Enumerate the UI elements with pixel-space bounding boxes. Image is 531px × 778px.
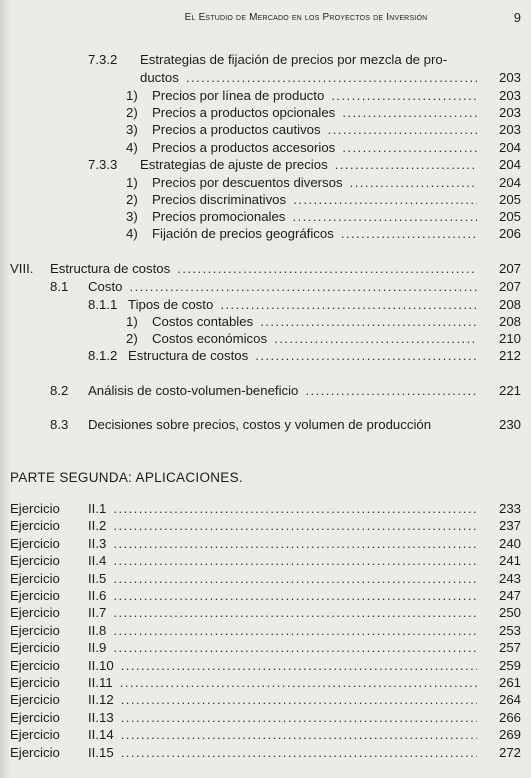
exercise-id: II.14: [88, 727, 114, 743]
exercise-entry: [10, 726, 521, 744]
toc-entry-number: 2): [126, 105, 138, 120]
toc-entry: [50, 416, 521, 434]
toc-entry-page: 221: [481, 382, 521, 400]
exercise-entry: [10, 622, 521, 640]
toc-entry-number: 8.2: [50, 383, 69, 398]
exercise-page: 257: [481, 639, 521, 657]
exercise-label: Ejercicio: [10, 501, 60, 516]
exercise-entry: [10, 604, 521, 622]
exercise-label: Ejercicio: [10, 675, 60, 690]
toc-entry-page: 203: [481, 69, 521, 87]
toc-entry-title: Estructura de costos: [50, 261, 171, 276]
toc-entry-title: Precios a productos cautivos: [152, 122, 321, 137]
toc-entry: [126, 191, 521, 209]
exercise-entry: [10, 691, 521, 709]
exercise-entry: [10, 744, 521, 762]
toc-entry-title: Precios discriminativos: [152, 192, 287, 207]
page-edge-shadow: [0, 0, 10, 778]
toc-entry-number: 1): [126, 88, 138, 103]
exercise-label: Ejercicio: [10, 553, 60, 569]
toc-entry-title: Precios por descuentos diversos: [152, 175, 343, 190]
toc-entry-title: Fijación de precios geográficos: [152, 226, 334, 241]
toc-entry: [88, 156, 521, 174]
toc-entry-title: Precios a productos accesorios: [152, 140, 336, 155]
toc-entry-page: 205: [481, 208, 521, 226]
exercise-entry: [10, 535, 521, 553]
exercise-id: II.8: [88, 622, 107, 638]
toc-entry-page: 203: [481, 87, 521, 105]
exercise-id: II.11: [88, 675, 113, 690]
toc-entry-title: Precios a productos opcionales: [152, 105, 336, 120]
exercise-entry: [10, 500, 521, 518]
toc-entry-page: 207: [481, 278, 521, 296]
toc-entry-title: Precios promocionales: [152, 209, 286, 224]
toc-entry-number: 8.1.2: [88, 348, 118, 363]
toc-entry-number: 7.3.3: [88, 157, 118, 172]
exercise-entry: [10, 657, 521, 675]
page-number: 9: [513, 10, 521, 25]
toc-entry: [50, 382, 521, 400]
exercise-entry: [10, 674, 521, 692]
toc-entry-page: 230: [481, 416, 521, 434]
toc-entry: [126, 121, 521, 139]
toc-entry-number: 1): [126, 175, 138, 190]
toc-entry: [126, 139, 521, 157]
exercise-label: Ejercicio: [10, 535, 60, 551]
toc-entry: [88, 51, 521, 69]
exercise-id: II.13: [88, 709, 114, 725]
toc-entry-page: 207: [481, 260, 521, 278]
exercise-page: 272: [481, 744, 521, 762]
toc-entry-title: Precios por línea de producto: [152, 88, 325, 103]
toc-entry-number: 8.1.1: [88, 297, 118, 312]
exercise-entry: [10, 570, 521, 588]
toc-entry-title: ductos: [140, 70, 179, 85]
toc-entry: [126, 225, 521, 243]
exercise-id: II.1: [88, 501, 107, 516]
toc-entry: [10, 260, 521, 278]
toc-entry: [88, 296, 521, 314]
exercise-id: II.9: [88, 640, 107, 656]
toc-entry-page: 212: [481, 347, 521, 365]
exercise-entry: [10, 517, 521, 535]
exercise-page: 240: [481, 535, 521, 553]
toc-entry-page: 203: [481, 104, 521, 122]
exercise-entry: [10, 639, 521, 657]
exercise-id: II.7: [88, 605, 107, 621]
toc-entry: [126, 208, 521, 226]
exercise-label: Ejercicio: [10, 657, 60, 673]
toc-entry-page: 205: [481, 191, 521, 209]
exercise-page: 241: [481, 552, 521, 570]
toc-entry: [126, 313, 521, 331]
exercise-label: Ejercicio: [10, 570, 60, 586]
exercise-page: 261: [481, 674, 521, 692]
toc-entry-number: 2): [126, 192, 138, 207]
exercise-label: Ejercicio: [10, 622, 60, 638]
running-header: El Estudio de Mercado en los Proyectos de Inversión: [184, 12, 428, 23]
toc-entry-number: VIII.: [10, 261, 34, 276]
toc-entry: [50, 278, 521, 296]
exercise-page: 259: [481, 657, 521, 675]
toc-entry: [126, 174, 521, 192]
toc-entry-number: 7.3.2: [88, 52, 118, 67]
toc-entry-number: 3): [126, 209, 138, 224]
toc-entry-page: 208: [481, 313, 521, 331]
exercise-page: 243: [481, 570, 521, 588]
toc-entry-title: Decisiones sobre precios, costos y volumen de producción: [88, 417, 432, 432]
exercise-page: 264: [481, 691, 521, 709]
exercise-id: II.6: [88, 588, 107, 603]
toc-entry-number: 8.3: [50, 417, 69, 432]
toc-entry-title: Estrategias de fijación de precios por mezcla de pro-: [140, 52, 448, 67]
exercise-label: Ejercicio: [10, 744, 60, 760]
toc-entry-title: Costos económicos: [152, 331, 268, 346]
toc-entry-title: Estructura de costos: [128, 348, 249, 363]
toc-entry-title: Costo: [88, 279, 123, 294]
toc-entry-page: 204: [481, 139, 521, 157]
toc-entry-page: 206: [481, 225, 521, 243]
exercise-label: Ejercicio: [10, 727, 60, 743]
toc-entry: [88, 69, 521, 87]
exercise-id: II.3: [88, 535, 107, 551]
toc-entry: [126, 330, 521, 348]
exercise-id: II.4: [88, 553, 107, 569]
exercise-page: 269: [481, 726, 521, 744]
toc-entry-page: 210: [481, 330, 521, 348]
exercise-page: 237: [481, 517, 521, 535]
exercise-id: II.15: [88, 744, 114, 760]
exercise-label: Ejercicio: [10, 709, 60, 725]
exercise-label: Ejercicio: [10, 692, 60, 708]
exercise-label: Ejercicio: [10, 588, 60, 603]
exercise-entry: [10, 587, 521, 605]
exercise-page: 233: [481, 500, 521, 518]
toc-entry-page: 208: [481, 296, 521, 314]
exercise-id: II.5: [88, 570, 107, 586]
toc-entry: [88, 347, 521, 365]
exercise-label: Ejercicio: [10, 518, 60, 534]
exercise-page: 247: [481, 587, 521, 605]
exercise-page: 250: [481, 604, 521, 622]
exercise-entry: [10, 552, 521, 570]
toc-entry-title: Análisis de costo-volumen-beneficio: [88, 383, 299, 398]
exercise-page: 253: [481, 622, 521, 640]
toc-entry-page: 203: [481, 121, 521, 139]
toc-entry-number: 3): [126, 122, 138, 137]
toc-entry: [126, 87, 521, 105]
toc-entry-number: 4): [126, 226, 138, 241]
toc-entry-number: 8.1: [50, 279, 69, 294]
exercise-id: II.2: [88, 518, 107, 534]
exercise-id: II.12: [88, 692, 114, 708]
toc-entry-page: 204: [481, 174, 521, 192]
toc-entry-title: Estrategias de ajuste de precios: [140, 157, 328, 172]
exercise-entry: [10, 709, 521, 727]
toc-entry-number: 2): [126, 331, 138, 346]
toc-entry-number: 1): [126, 314, 138, 329]
toc-entry: [126, 104, 521, 122]
exercise-label: Ejercicio: [10, 640, 60, 656]
exercise-label: Ejercicio: [10, 605, 60, 621]
toc-entry-title: Tipos de costo: [128, 297, 214, 312]
toc-entry-page: 204: [481, 156, 521, 174]
toc-entry-number: 4): [126, 140, 138, 155]
exercise-id: II.10: [88, 657, 114, 673]
exercise-page: 266: [481, 709, 521, 727]
part-heading: PARTE SEGUNDA: APLICACIONES.: [10, 470, 243, 485]
toc-entry-title: Costos contables: [152, 314, 254, 329]
